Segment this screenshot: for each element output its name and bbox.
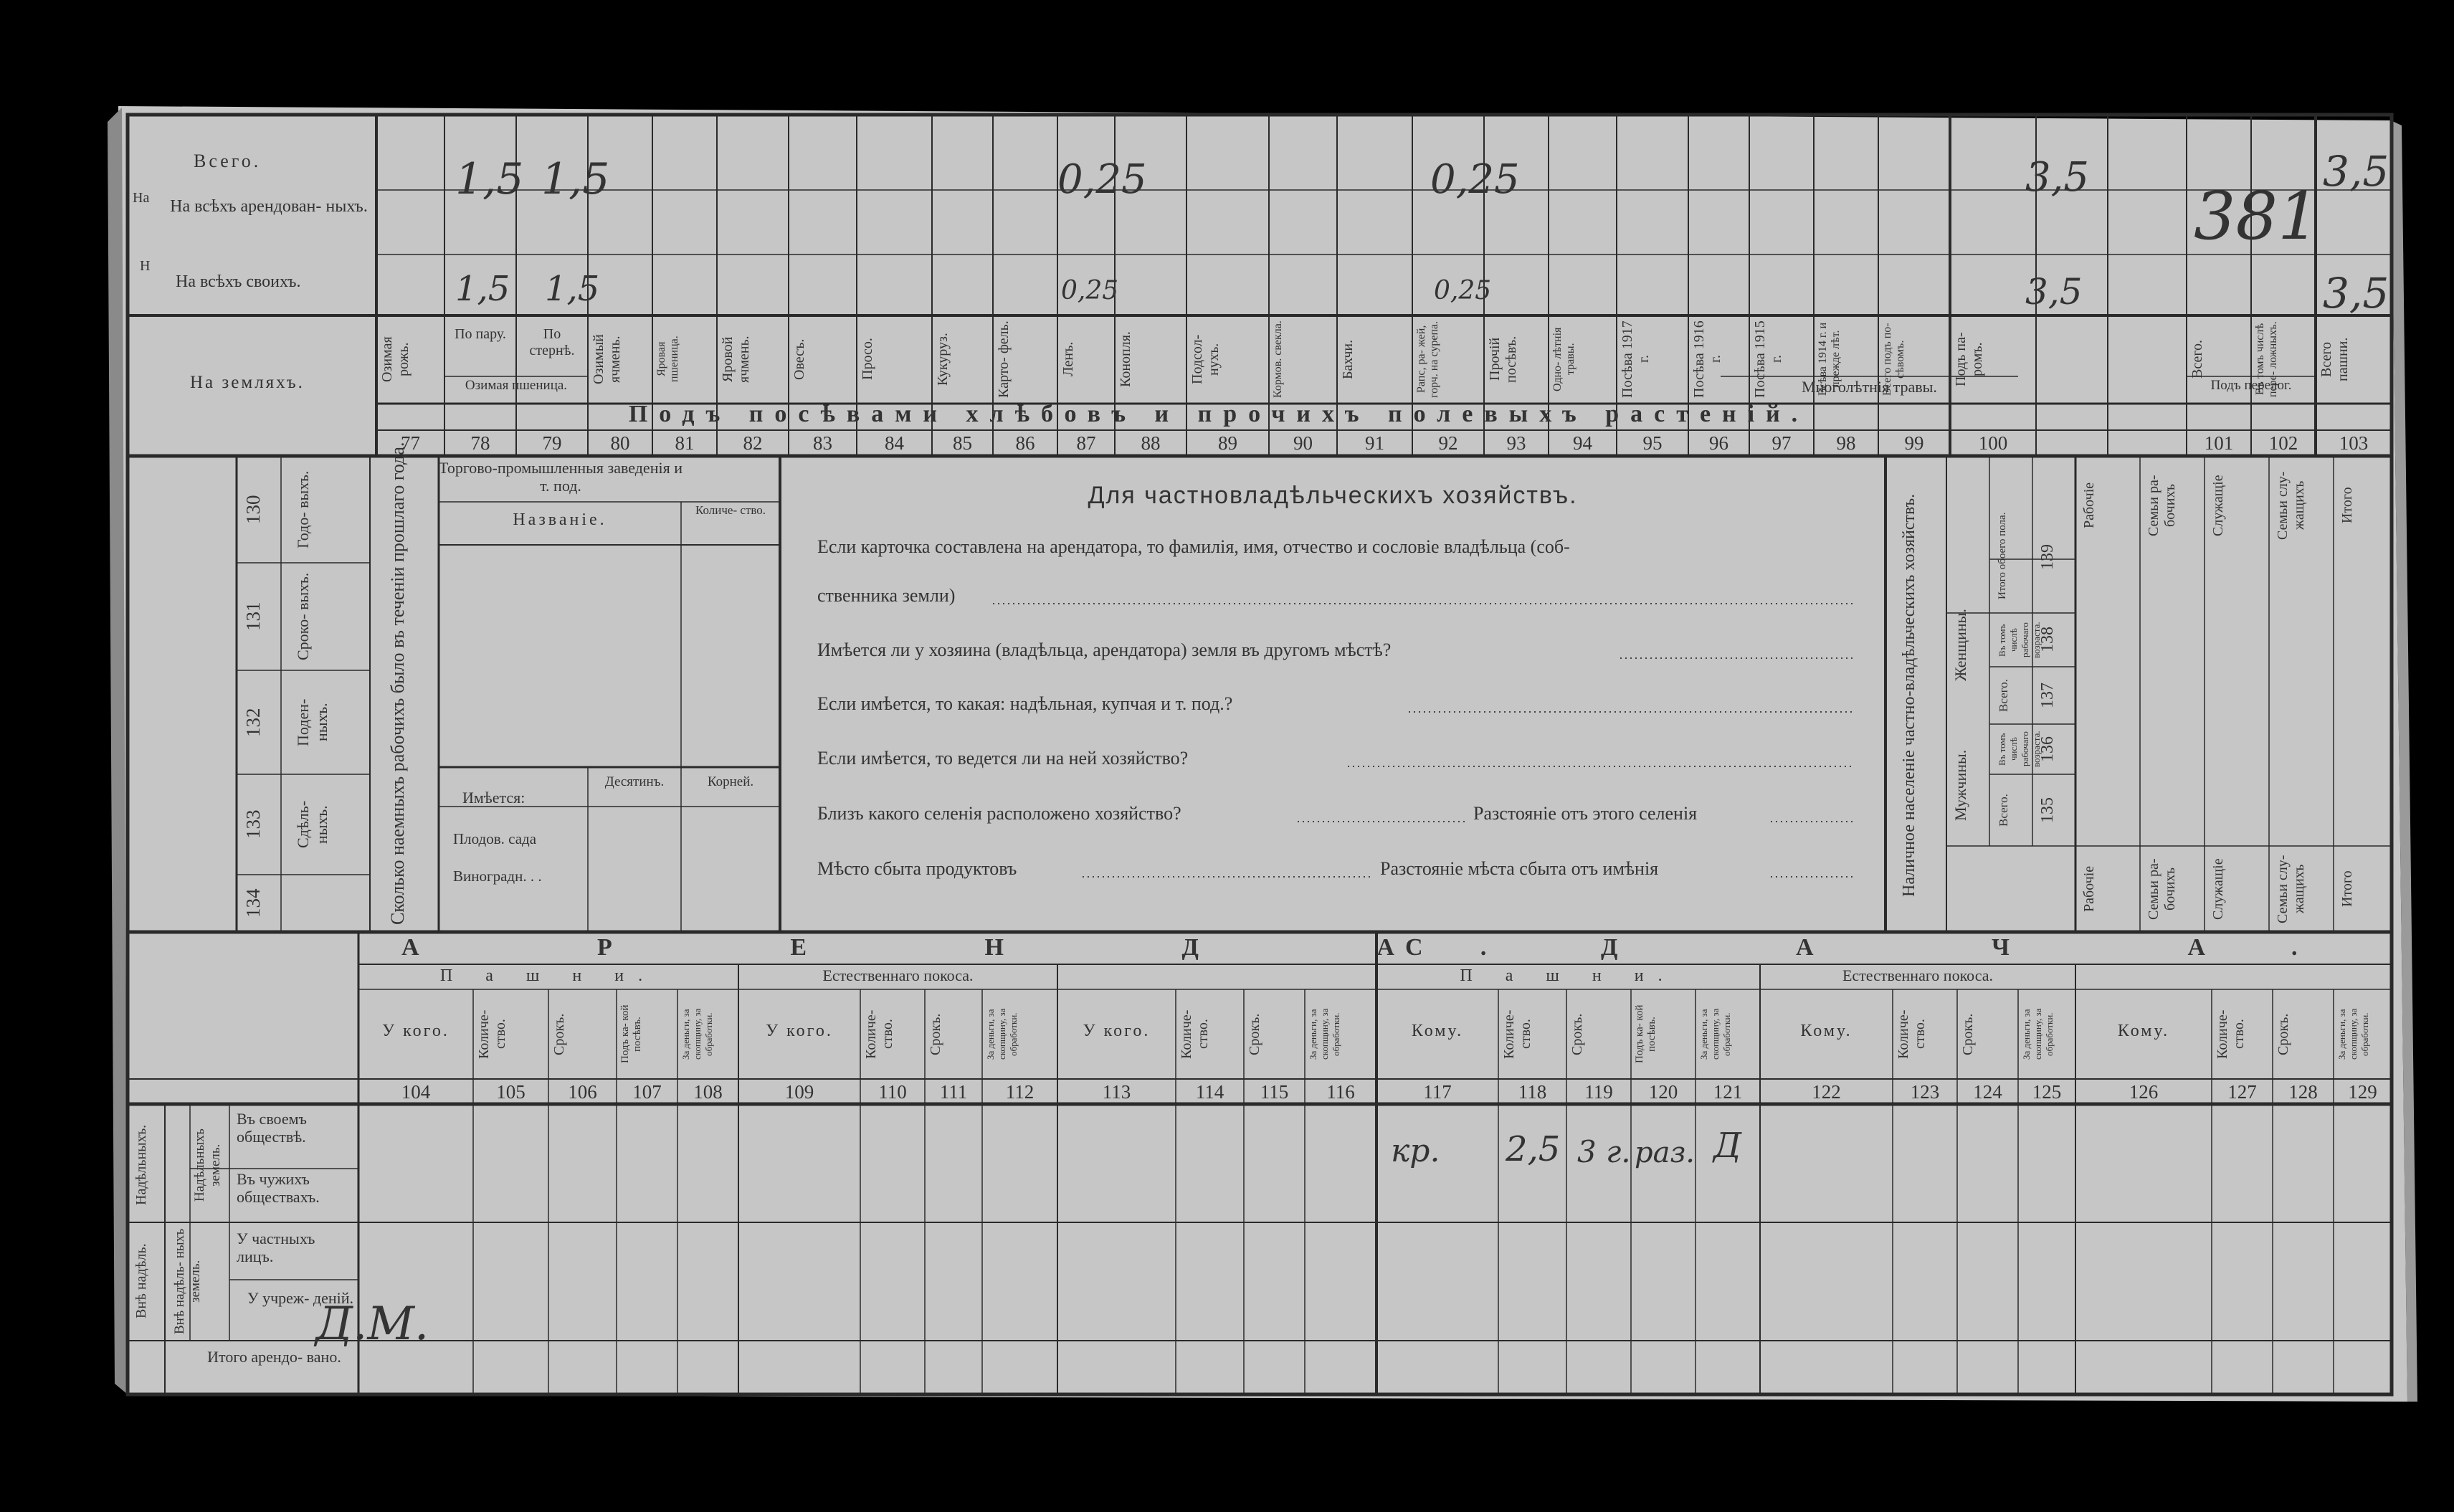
worker-type-label: Поден- ныхъ. — [294, 698, 330, 746]
crop-col-header: Яровой ячмень. — [720, 336, 752, 383]
crop-col-header: Въ томъ числѣ пере- ложныхъ. — [2254, 321, 2279, 397]
lease-col-header: Количе- ство. — [863, 1009, 895, 1059]
hw-initials-mark: Д.М. — [315, 1298, 429, 1351]
worker-row-number: 131 — [242, 602, 264, 632]
question-6: Мѣсто сбыта продуктовъ — [817, 858, 1017, 879]
crop-col-header: Всѣва 1914 г. и прежде лѣт. — [1817, 322, 1842, 396]
crop-col-number: 86 — [1015, 432, 1035, 454]
men-total-label: Всего. — [1997, 794, 2010, 827]
trade-title: Торгово-промышленныя заведенія и т. под. — [439, 459, 683, 495]
women-working-age-label: Въ томъ числѣ рабочаго возраста. — [1997, 622, 2042, 659]
desyatin-header: Десятинъ. — [604, 774, 665, 789]
hw-srok: 3 г. — [1577, 1134, 1631, 1169]
crop-col-number: 85 — [953, 432, 972, 454]
lease-col-number: 106 — [568, 1081, 597, 1103]
crop-col-number: 101 — [2204, 432, 2234, 454]
lease-col-number: 125 — [2032, 1081, 2062, 1103]
crop-col-header: Всего. — [2189, 339, 2205, 379]
group-vne-label: Внѣ надѣль- ныхъ земель. — [172, 1228, 203, 1334]
worker-row-number: 130 — [242, 495, 264, 524]
hw-total-99: 3,5 — [2025, 154, 2090, 201]
crop-col-number: 97 — [1771, 432, 1792, 454]
lease-col-header: Кому. — [1800, 1022, 1853, 1040]
vinograd-label: Виноградн. . . — [453, 867, 542, 885]
crop-col-header: Всего пашни. — [2319, 337, 2351, 381]
question-1a: Если карточка составлена на арендатора, то фамилія, имя, отчество и сословіе владѣльца (соб- — [817, 536, 1570, 557]
crop-col-header: Посѣва 1916 г. — [1691, 320, 1723, 398]
lease-col-header: Количе- ство. — [1896, 1009, 1928, 1059]
hw-total-103: 3,5 — [2323, 147, 2389, 196]
crop-col-number: 82 — [743, 432, 763, 454]
right-top-header: Итого — [2339, 487, 2355, 524]
lease-col-number: 115 — [1260, 1081, 1289, 1103]
row-other-societies: Въ чужихъ обществахъ. — [237, 1170, 320, 1207]
sdacha-title: С Д А Ч А. — [1405, 934, 2384, 961]
lease-col-number: 116 — [1326, 1081, 1355, 1103]
outer-vne-label: Внѣ надѣль. — [133, 1243, 149, 1319]
crop-col-header: Кормов. свекла. — [1272, 320, 1284, 398]
crop-col-header: Посѣва 1915 г. — [1752, 320, 1784, 398]
lease-col-number: 107 — [632, 1081, 662, 1103]
private-title: Для частновладѣльческихъ хозяйствъ. — [1088, 482, 1578, 509]
question-5: Близъ какого селенія расположено хозяйство? — [817, 803, 1181, 824]
right-top-header: Служащіе — [2210, 475, 2226, 536]
crop-col-number: 89 — [1218, 432, 1237, 454]
row-institutions: У учреж- деній. — [247, 1289, 354, 1307]
crop-col-number: 94 — [1573, 432, 1592, 454]
worker-row-number: 134 — [242, 888, 264, 918]
crop-col-header: Озимая рожь. — [379, 336, 412, 382]
lease-col-number: 122 — [1812, 1081, 1841, 1103]
hw-own-91: 0,25 — [1434, 276, 1492, 305]
trade-qty-header: Количе- ство. — [695, 503, 766, 517]
right-bottom-header: Служащіе — [2210, 858, 2226, 920]
lease-col-number: 104 — [401, 1081, 431, 1103]
hw-posev: раз. — [1635, 1136, 1695, 1169]
lease-col-header: Подъ ка- кой посѣвъ. — [1634, 1004, 1658, 1064]
question-2: Имѣется ли у хозяина (владѣльца, арендатора) земля въ другомъ мѣстѣ? — [817, 639, 1392, 660]
lease-col-header: Срокъ. — [1960, 1013, 1976, 1055]
crop-col-number: 96 — [1709, 432, 1728, 454]
hw-own-86: 0,25 — [1061, 276, 1119, 305]
na-zemlyakh-label: На земляхъ. — [190, 373, 305, 392]
crop-col-header: Всего подъ по- сѣвомъ. — [1881, 323, 1906, 396]
row-label-rented: На всѣхъ арендован- ныхъ. — [170, 197, 368, 216]
sdacha-pashni-label: П а ш н и. — [1460, 966, 1677, 985]
worker-row-number: 133 — [242, 809, 264, 840]
lease-col-number: 118 — [1518, 1081, 1547, 1103]
hw-total-91: 0,25 — [1430, 156, 1520, 203]
row-private-persons: У частныхъ лицъ. — [237, 1230, 315, 1266]
lease-col-header: Количе- ство. — [476, 1009, 508, 1059]
lease-col-header: У кого. — [382, 1022, 450, 1040]
crop-col-header: По пару. — [455, 326, 506, 342]
worker-type-label: Сроко- выхъ. — [294, 572, 312, 661]
hw-total-79: 1,5 — [541, 154, 610, 204]
lease-col-header: Срокъ. — [928, 1013, 943, 1055]
lease-col-header: Количе- ство. — [1179, 1009, 1211, 1059]
crop-col-header: Конопля. — [1118, 331, 1133, 387]
crop-col-header: Кукуруз. — [935, 333, 951, 386]
mnogoletnie-label: Многолѣтнія травы. — [1802, 378, 1937, 396]
crop-col-header: Бахчи. — [1340, 339, 1356, 379]
crop-col-number: 95 — [1642, 432, 1663, 454]
crop-col-number: 79 — [542, 432, 562, 454]
arenda-pokos-label: Естественнаго покоса. — [822, 966, 974, 984]
crop-col-number: 81 — [675, 432, 695, 454]
lease-col-number: 129 — [2348, 1081, 2377, 1103]
crop-col-number: 90 — [1293, 432, 1313, 454]
crop-col-header: Овесъ. — [791, 338, 807, 380]
lease-col-header: Кому. — [1411, 1022, 1464, 1040]
hw-komu: кр. — [1391, 1133, 1440, 1169]
population-col-number: 139 — [2038, 544, 2057, 571]
lease-col-number: 126 — [2129, 1081, 2159, 1103]
lease-col-number: 128 — [2288, 1081, 2318, 1103]
lease-col-number: 127 — [2227, 1081, 2257, 1103]
crop-col-number: 83 — [813, 432, 832, 454]
row-label-own: На всѣхъ своихъ. — [176, 272, 301, 291]
right-bottom-header: Рабочіе — [2081, 865, 2097, 913]
right-top-header: Рабочіе — [2081, 482, 2097, 529]
hw-page-number: 381 — [2194, 178, 2320, 255]
right-top-header: Семьи слу- жащихъ — [2275, 471, 2307, 540]
population-col-number: 135 — [2038, 797, 2057, 823]
population-col-number: 136 — [2038, 736, 2057, 762]
crop-col-header: Подъ па- ромъ. — [1953, 332, 1985, 386]
crop-col-number: 103 — [2339, 432, 2369, 454]
lease-col-header: За деньги, за скопщину, за обработки. — [1698, 1008, 1732, 1060]
lease-col-number: 121 — [1713, 1081, 1743, 1103]
population-col-number: 138 — [2038, 627, 2057, 653]
crop-col-number: 99 — [1904, 432, 1924, 454]
question-4: Если имѣется, то ведется ли на ней хозяйство? — [817, 748, 1189, 769]
crop-col-number: 102 — [2268, 432, 2298, 454]
lease-col-number: 119 — [1584, 1081, 1613, 1103]
plodov-sada-label: Плодов. сада — [453, 830, 537, 847]
lease-col-number: 109 — [784, 1081, 814, 1103]
right-bottom-header: Семьи слу- жащихъ — [2275, 855, 2307, 923]
hw-total-86: 0,25 — [1057, 156, 1147, 203]
row-own-society: Въ своемъ обществѣ. — [237, 1110, 307, 1146]
crop-col-header: Одно- лѣтнія травы. — [1551, 327, 1576, 391]
men-label: Мужчины. — [1951, 749, 1969, 821]
hw-own-103: 3,5 — [2323, 269, 2389, 318]
crop-col-number: 100 — [1978, 432, 2008, 454]
lease-col-header: Количе- ство. — [1501, 1009, 1533, 1059]
crop-col-header: Яровая пшеница. — [655, 336, 680, 383]
crop-col-number: 98 — [1836, 432, 1856, 454]
worker-row-number: 132 — [242, 708, 264, 737]
lease-col-number: 114 — [1195, 1081, 1224, 1103]
hw-kolichestvo: 2,5 — [1506, 1129, 1561, 1169]
lease-col-number: 124 — [1973, 1081, 2002, 1103]
question-3: Если имѣется, то какая: надѣльная, купчая и т. под.? — [817, 693, 1233, 714]
lease-col-number: 110 — [878, 1081, 907, 1103]
arenda-title: А Р Е Н Д А. — [401, 934, 1573, 961]
hw-own-79: 1,5 — [545, 269, 600, 309]
crop-col-number: 92 — [1438, 432, 1458, 454]
crop-col-header: Посѣва 1917 г. — [1620, 320, 1652, 398]
hw-own-78: 1,5 — [455, 269, 510, 309]
hw-total-78: 1,5 — [455, 154, 524, 204]
lease-col-number: 123 — [1910, 1081, 1940, 1103]
crop-col-header: Ленъ. — [1060, 341, 1076, 377]
lease-col-header: Срокъ. — [551, 1013, 567, 1055]
crop-col-number: 91 — [1365, 432, 1384, 454]
crop-col-number: 78 — [470, 432, 490, 454]
lease-col-number: 113 — [1102, 1081, 1131, 1103]
lease-col-header: Подъ ка- кой посѣвъ. — [619, 1004, 643, 1064]
lease-col-header: За деньги, за скопщину, за обработки. — [2336, 1008, 2370, 1060]
question-1b: ственника земли) — [817, 585, 956, 606]
lease-col-number: 117 — [1423, 1081, 1452, 1103]
row-side-label: На — [133, 190, 150, 206]
group-nadel-label: Надѣльныхъ земель. — [192, 1128, 223, 1202]
section-title-crops: Подъ посѣвами хлѣбовъ и прочихъ полевыхъ растеній. — [628, 401, 1809, 427]
sdacha-pokos-label: Естественнаго покоса. — [1842, 966, 1993, 984]
pod-perelog-label: Подъ перелог. — [2210, 378, 2292, 393]
crop-col-header: По стернѣ. — [529, 326, 575, 358]
korney-header: Корней. — [707, 774, 754, 789]
population-col-number: 137 — [2038, 683, 2057, 708]
lease-col-header: Количе- ство. — [2215, 1009, 2247, 1059]
row-side-label-b: Н — [140, 258, 151, 274]
worker-type-label: Годо- выхъ. — [294, 470, 312, 548]
row-label-total: Всего. — [194, 151, 262, 171]
right-top-header: Семьи ра- бочихъ — [2146, 475, 2178, 536]
row-total-rented: Итого арендо- вано. — [207, 1348, 341, 1366]
crop-col-header: Просо. — [860, 338, 875, 381]
men-working-age-label: Въ томъ числѣ рабочаго возраста. — [1997, 731, 2042, 768]
crop-col-number: 77 — [401, 432, 420, 454]
crop-col-header: Прочій посѣвъ. — [1487, 336, 1519, 383]
lease-col-number: 120 — [1648, 1081, 1678, 1103]
lease-col-number: 111 — [939, 1081, 968, 1103]
total-both-sexes-label: Итого обоего пола. — [1997, 512, 2008, 599]
lease-col-number: 112 — [1005, 1081, 1035, 1103]
women-total-label: Всего. — [1997, 679, 2010, 712]
women-label: Женщины. — [1951, 609, 1969, 682]
trade-name-header: Названіе. — [513, 510, 607, 529]
crop-col-header: Подсол- нухъ. — [1189, 334, 1222, 384]
lease-col-header: Срокъ. — [2275, 1013, 2291, 1055]
lease-col-header: За деньги, за скопщину, за обработки. — [1308, 1008, 1341, 1060]
question-5b: Разстояніе отъ этого селенія — [1473, 803, 1698, 824]
ozimaya-pshenitsa-label: Озимая пшеница. — [465, 378, 568, 393]
lease-col-header: За деньги, за скопщину, за обработки. — [680, 1008, 714, 1060]
worker-type-label: Сдѣль- ныхъ. — [294, 800, 330, 849]
lease-col-number: 108 — [693, 1081, 723, 1103]
right-bottom-header: Итого — [2339, 870, 2355, 908]
arenda-pashni-label: П а ш н и. — [439, 966, 657, 985]
crop-col-header: Карто- фель. — [996, 320, 1012, 398]
crop-col-header: Рапс, ра- жей, горч. на сурепа. — [1415, 320, 1440, 398]
lease-col-header: За деньги, за скопщину, за обработки. — [985, 1008, 1019, 1060]
right-bottom-header: Семьи ра- бочихъ — [2146, 858, 2178, 920]
outer-nadel-label: Надѣльныхъ. — [133, 1124, 149, 1206]
lease-col-header: У кого. — [766, 1022, 833, 1040]
imeetsya-label: Имѣется: — [462, 789, 525, 807]
lease-col-header: Срокъ. — [1569, 1013, 1585, 1055]
lease-col-number: 105 — [496, 1081, 525, 1103]
lease-col-header: Кому. — [2117, 1022, 2170, 1040]
crop-col-header: Озимый ячмень. — [591, 334, 623, 384]
hw-own-99: 3,5 — [2025, 271, 2083, 313]
crop-col-number: 80 — [610, 432, 630, 454]
crop-col-number: 88 — [1141, 432, 1161, 454]
population-side-title: Наличное населеніе частно-владѣльческихъ хозяйствъ. — [1900, 493, 1918, 898]
crop-col-number: 87 — [1076, 432, 1096, 454]
question-6b: Разстояніе мѣста сбыта отъ имѣнія — [1380, 858, 1659, 879]
lease-col-header: У кого. — [1083, 1022, 1151, 1040]
crop-col-number: 84 — [885, 432, 904, 454]
lease-col-header: За деньги, за скопщину, за обработки. — [2021, 1008, 2055, 1060]
hw-za-dengi: Д — [1713, 1126, 1742, 1166]
crop-col-number: 93 — [1506, 432, 1526, 454]
lease-col-header: Срокъ. — [1247, 1013, 1262, 1055]
hired-workers-title: Сколько наемныхъ рабочихъ было въ теченіи прошлаго года. — [387, 442, 408, 925]
